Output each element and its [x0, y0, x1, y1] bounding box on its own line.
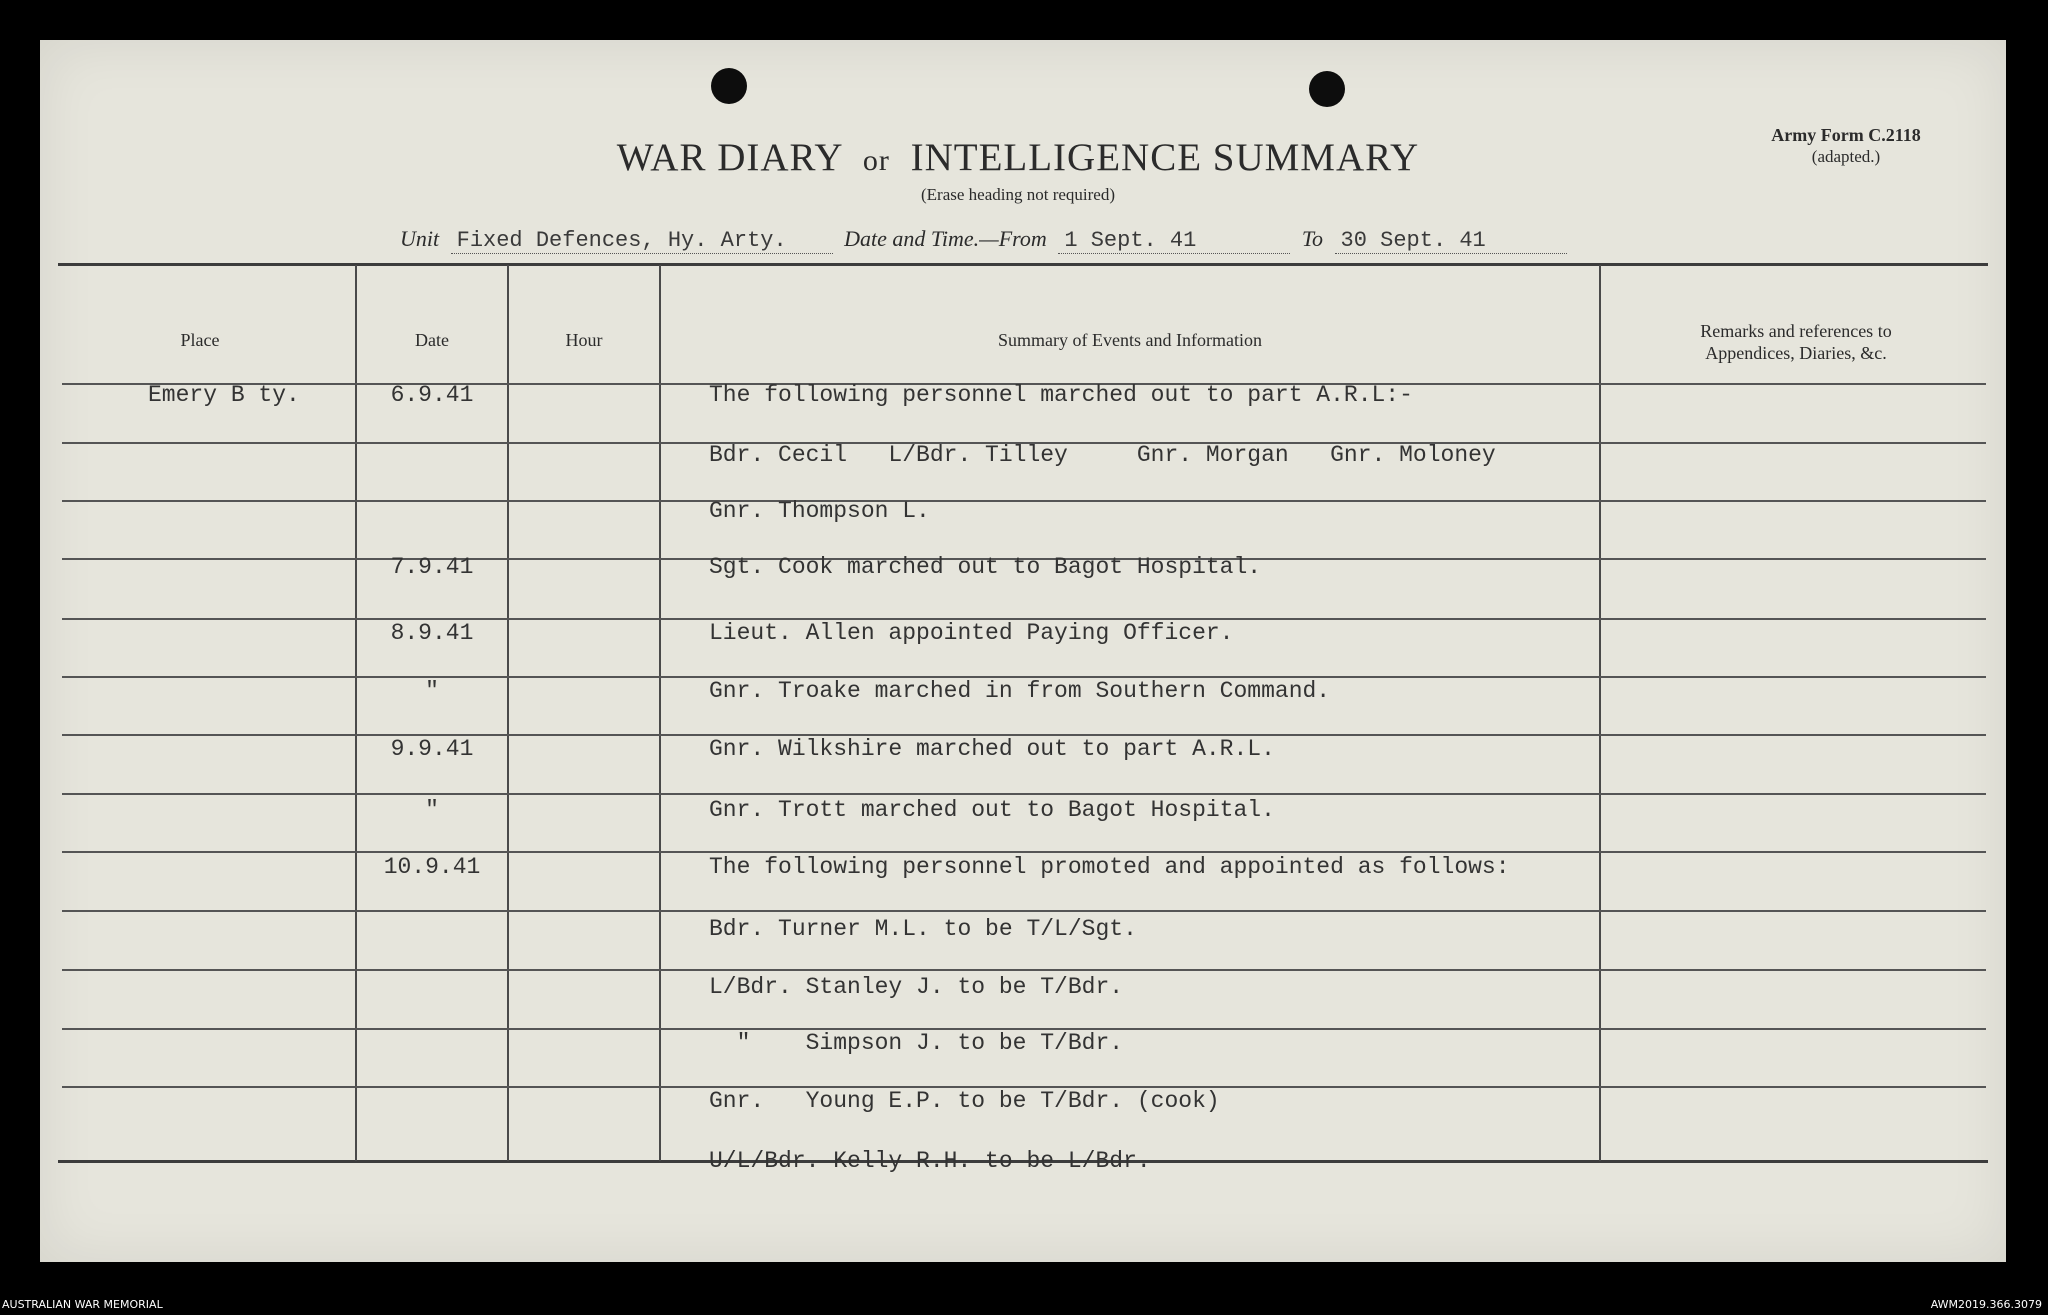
row-divider	[62, 969, 1986, 971]
entry-summary: Gnr. Troake marched in from Southern Command.	[709, 678, 1331, 704]
column-header-summary: Summary of Events and Information	[998, 330, 1262, 350]
column-divider	[507, 265, 509, 1161]
entry-summary: L/Bdr. Stanley J. to be T/Bdr.	[709, 974, 1124, 1000]
date-from: 1 Sept. 41	[1058, 228, 1290, 254]
entry-summary: Gnr. Trott marched out to Bagot Hospital.	[709, 797, 1275, 823]
entry-summary: Bdr. Turner M.L. to be T/L/Sgt.	[709, 916, 1137, 942]
title-or: or	[862, 144, 890, 177]
column-header-remarks	[1601, 320, 1991, 364]
entry-date: 10.9.41	[383, 854, 481, 880]
punch-hole-right	[1309, 71, 1345, 107]
erase-note: (Erase heading not required)	[921, 185, 1115, 204]
entry-date: 9.9.41	[390, 736, 474, 762]
army-form-label	[1746, 124, 1946, 168]
footer-credit: AUSTRALIAN WAR MEMORIAL	[2, 1298, 163, 1311]
entry-summary: Lieut. Allen appointed Paying Officer.	[709, 620, 1234, 646]
row-divider	[62, 500, 1986, 502]
footer-accession: AWM2019.366.3079	[1930, 1298, 2042, 1311]
entry-summary: Bdr. Cecil L/Bdr. Tilley Gnr. Morgan Gnr. Moloney	[709, 442, 1496, 468]
row-divider	[62, 910, 1986, 912]
date-label: Date and Time.—From	[844, 226, 1047, 251]
row-divider	[62, 851, 1986, 853]
column-header-date: Date	[415, 330, 449, 350]
remarks-header-line2: Appendices, Diaries, &c.	[1705, 343, 1887, 363]
army-form-note: (adapted.)	[1811, 147, 1881, 166]
entry-date: 7.9.41	[390, 554, 474, 580]
entry-summary: Sgt. Cook marched out to Bagot Hospital.	[709, 554, 1262, 580]
column-header-hour: Hour	[565, 330, 603, 350]
remarks-header-line1: Remarks and references to	[1700, 321, 1892, 341]
entry-date: 6.9.41	[390, 382, 474, 408]
column-divider	[1599, 265, 1601, 1161]
page-title	[30, 135, 2006, 180]
entry-summary: U/L/Bdr. Kelly R.H. to be L/Bdr.	[709, 1148, 1151, 1174]
entry-summary: " Simpson J. to be T/Bdr.	[709, 1030, 1124, 1056]
unit-value: Fixed Defences, Hy. Arty.	[451, 228, 833, 254]
entry-date: "	[425, 678, 439, 704]
entry-date: 8.9.41	[390, 620, 474, 646]
entry-summary: Gnr. Young E.P. to be T/Bdr. (cook)	[709, 1088, 1220, 1114]
entry-summary: Gnr. Thompson L.	[709, 498, 930, 524]
to-label: To	[1301, 226, 1324, 251]
date-to: 30 Sept. 41	[1335, 228, 1567, 254]
diary-page	[40, 40, 2006, 1262]
entry-date: "	[425, 797, 439, 823]
entry-summary: The following personnel marched out to part A.R.L:-	[709, 382, 1413, 408]
entry-summary: Gnr. Wilkshire marched out to part A.R.L.	[709, 736, 1275, 762]
entry-summary: The following personnel promoted and appointed as follows:	[709, 854, 1510, 880]
army-form-number: Army Form C.2118	[1771, 125, 1921, 145]
unit-line	[400, 226, 1573, 258]
entry-place: Emery B ty.	[148, 382, 300, 408]
unit-label: Unit	[400, 226, 440, 251]
title-part2: INTELLIGENCE SUMMARY	[910, 136, 1420, 179]
table-top-rule	[58, 263, 1988, 266]
column-header-place: Place	[180, 330, 220, 350]
column-divider	[659, 265, 661, 1161]
punch-hole-left	[711, 68, 747, 104]
row-divider	[62, 793, 1986, 795]
title-part1: WAR DIARY	[616, 136, 843, 179]
